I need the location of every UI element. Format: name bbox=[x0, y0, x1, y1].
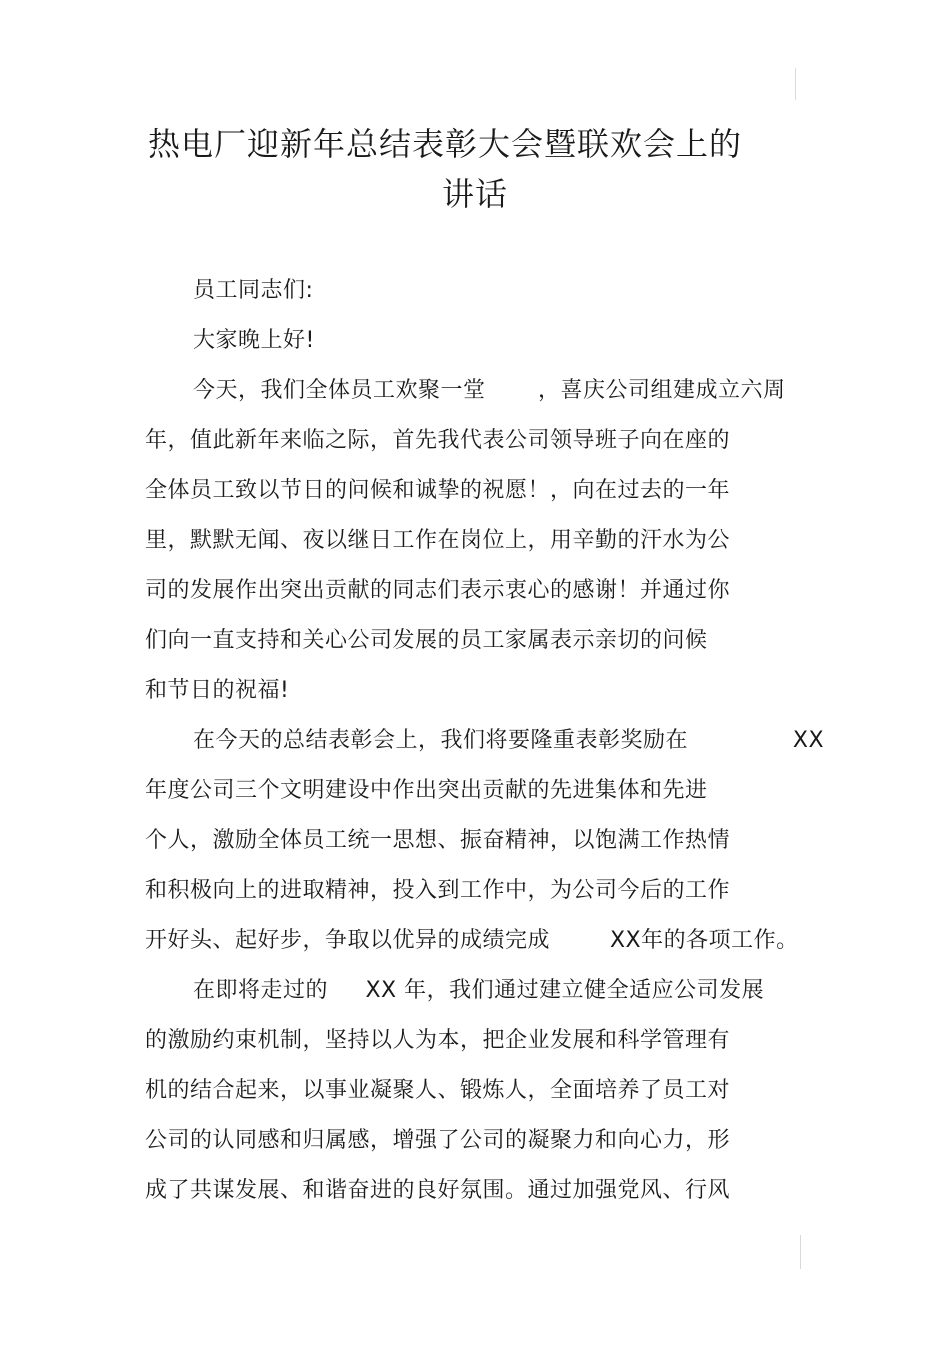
salutation: 员工同志们: bbox=[193, 278, 314, 303]
paragraph-line: 的激励约束机制，坚持以人为本，把企业发展和科学管理有 bbox=[145, 1028, 731, 1053]
document-title-line-2: 讲话 bbox=[441, 175, 508, 213]
paragraph-line: 里，默默无闻、夜以继日工作在岗位上，用辛勤的汗水为公 bbox=[145, 528, 731, 553]
paragraph-line: 今天，我们全体员工欢聚一堂 ，喜庆公司组建成立六周 bbox=[193, 378, 786, 403]
paragraph-line: 们向一直支持和关心公司发展的员工家属表示亲切的问候 bbox=[145, 628, 708, 653]
paragraph-line: 开好头、起好步，争取以优异的成绩完成 XX年的各项工作。 bbox=[145, 928, 799, 953]
paragraph-line: 在即将走过的 XX 年，我们通过建立健全适应公司发展 bbox=[193, 978, 765, 1003]
paragraph-line: 年，值此新年来临之际，首先我代表公司领导班子向在座的 bbox=[145, 428, 731, 453]
paragraph-line: 司的发展作出突出贡献的同志们表示衷心的感谢！并通过你 bbox=[145, 578, 731, 603]
paragraph-line: 和节日的祝福! bbox=[145, 678, 290, 703]
paragraph-line: 年度公司三个文明建设中作出突出贡献的先进集体和先进 bbox=[145, 778, 708, 803]
paragraph-line: 公司的认同感和归属感，增强了公司的凝聚力和向心力，形 bbox=[145, 1128, 731, 1153]
page-corner-mark-bottom bbox=[800, 1235, 801, 1269]
paragraph-line: 机的结合起来，以事业凝聚人、锻炼人，全面培养了员工对 bbox=[145, 1078, 731, 1103]
document-title-line-1: 热电厂迎新年总结表彰大会暨联欢会上的 bbox=[147, 125, 742, 163]
page-corner-mark-top bbox=[795, 68, 796, 100]
paragraph-line: 成了共谋发展、和谐奋进的良好氛围。通过加强党风、行风 bbox=[145, 1178, 731, 1203]
paragraph-line: 个人，激励全体员工统一思想、振奋精神，以饱满工作热情 bbox=[145, 828, 731, 853]
greeting: 大家晚上好! bbox=[193, 328, 315, 353]
paragraph-line: 和积极向上的进取精神，投入到工作中，为公司今后的工作 bbox=[145, 878, 731, 903]
paragraph-line: 全体员工致以节日的问候和诚挚的祝愿！，向在过去的一年 bbox=[145, 478, 731, 503]
paragraph-line: 在今天的总结表彰会上，我们将要隆重表彰奖励在 XX bbox=[193, 728, 825, 753]
